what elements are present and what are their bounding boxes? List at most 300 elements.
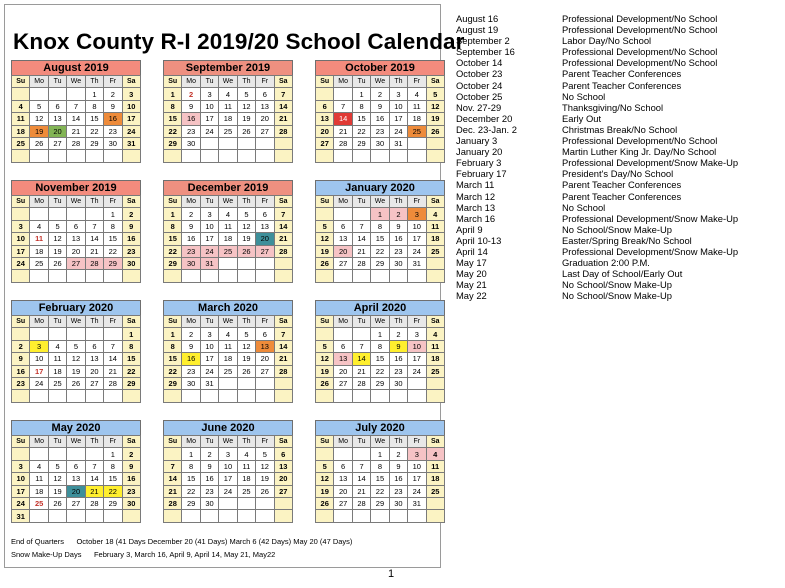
day-cell — [237, 150, 255, 162]
event-row — [456, 246, 738, 257]
day-cell: 20 — [67, 485, 85, 497]
day-cell: 26 — [237, 365, 255, 377]
day-cell: 10 — [12, 473, 30, 485]
day-cell: 24 — [219, 485, 237, 497]
month-february-2020 — [11, 300, 141, 403]
day-cell — [389, 510, 407, 522]
day-cell: 12 — [316, 473, 334, 485]
month-grid — [163, 195, 293, 283]
weekday-header: Fr — [104, 316, 122, 328]
weekday-header: Th — [85, 196, 103, 208]
day-cell — [274, 510, 292, 522]
day-cell — [334, 390, 352, 402]
day-cell: 29 — [182, 497, 200, 509]
day-cell: 19 — [237, 113, 255, 125]
day-cell: 26 — [48, 497, 66, 509]
day-cell: 24 — [200, 365, 218, 377]
day-cell — [237, 270, 255, 282]
day-cell: 18 — [426, 233, 444, 245]
day-cell: 31 — [122, 137, 140, 149]
day-cell: 1 — [371, 448, 389, 460]
event-row — [456, 213, 738, 224]
weekday-header: Tu — [352, 76, 370, 88]
day-cell: 11 — [408, 100, 426, 112]
day-cell — [219, 390, 237, 402]
day-cell: 17 — [408, 233, 426, 245]
event-date: May 21 — [456, 279, 487, 291]
day-cell: 30 — [182, 257, 200, 269]
day-cell — [122, 150, 140, 162]
weekday-header: Su — [164, 436, 182, 448]
day-cell: 30 — [389, 377, 407, 389]
event-row — [456, 290, 738, 301]
day-cell: 13 — [85, 353, 103, 365]
day-cell: 23 — [389, 365, 407, 377]
event-row — [456, 113, 738, 124]
event-description: Easter/Spring Break/No School — [562, 234, 692, 246]
weekday-header: We — [219, 316, 237, 328]
day-cell — [352, 270, 370, 282]
event-date: February 17 — [456, 168, 507, 180]
day-cell: 3 — [12, 460, 30, 472]
day-cell: 9 — [122, 460, 140, 472]
day-cell: 14 — [104, 353, 122, 365]
day-cell: 7 — [85, 460, 103, 472]
weekday-header: Fr — [104, 196, 122, 208]
day-cell: 10 — [389, 100, 407, 112]
event-date: Dec. 23-Jan. 2 — [456, 123, 517, 135]
weekday-header: Fr — [408, 196, 426, 208]
event-date: October 25 — [456, 90, 503, 102]
day-cell — [219, 137, 237, 149]
day-cell: 13 — [67, 473, 85, 485]
day-cell: 17 — [200, 233, 218, 245]
day-cell — [48, 510, 66, 522]
day-cell: 17 — [408, 353, 426, 365]
day-cell: 27 — [334, 377, 352, 389]
day-cell: 15 — [85, 113, 103, 125]
day-cell — [122, 390, 140, 402]
day-cell: 29 — [164, 257, 182, 269]
day-cell: 2 — [182, 208, 200, 220]
event-description: Parent Teacher Conferences — [562, 68, 682, 80]
day-cell: 4 — [408, 88, 426, 100]
weekday-header: Th — [389, 436, 407, 448]
event-date: April 10-13 — [456, 234, 502, 246]
day-cell — [122, 270, 140, 282]
weekday-header: Tu — [48, 436, 66, 448]
day-cell: 15 — [371, 233, 389, 245]
day-cell: 16 — [12, 365, 30, 377]
day-cell: 17 — [389, 113, 407, 125]
weekday-header: We — [67, 196, 85, 208]
day-cell — [237, 137, 255, 149]
day-cell — [164, 270, 182, 282]
day-cell — [256, 270, 274, 282]
day-cell: 1 — [164, 328, 182, 340]
day-cell: 2 — [389, 328, 407, 340]
day-cell: 4 — [237, 448, 255, 460]
event-date: March 11 — [456, 179, 495, 191]
weekday-header: Fr — [408, 316, 426, 328]
month-grid — [11, 435, 141, 523]
day-cell — [408, 150, 426, 162]
day-cell — [122, 510, 140, 522]
weekday-header: Tu — [200, 196, 218, 208]
day-cell: 14 — [352, 473, 370, 485]
weekday-header: Su — [164, 196, 182, 208]
event-row — [456, 91, 738, 102]
day-cell: 3 — [408, 448, 426, 460]
day-cell: 17 — [122, 113, 140, 125]
event-date: April 9 — [456, 223, 483, 235]
day-cell: 10 — [200, 100, 218, 112]
day-cell — [12, 270, 30, 282]
day-cell: 25 — [30, 497, 48, 509]
day-cell: 20 — [256, 353, 274, 365]
day-cell: 9 — [122, 220, 140, 232]
day-cell: 24 — [408, 485, 426, 497]
day-cell: 6 — [316, 100, 334, 112]
day-cell — [352, 328, 370, 340]
weekday-header: We — [219, 436, 237, 448]
weekday-header: We — [371, 316, 389, 328]
day-cell: 5 — [237, 328, 255, 340]
weekday-header: We — [67, 76, 85, 88]
event-row — [456, 146, 738, 157]
event-row — [456, 102, 738, 113]
day-cell: 6 — [274, 448, 292, 460]
weekday-header: Mo — [334, 196, 352, 208]
day-cell: 8 — [104, 220, 122, 232]
day-cell: 14 — [85, 233, 103, 245]
event-row — [456, 168, 738, 179]
day-cell: 12 — [237, 220, 255, 232]
weekday-header: Tu — [48, 316, 66, 328]
day-cell — [316, 88, 334, 100]
day-cell: 28 — [274, 365, 292, 377]
weekday-header: Fr — [408, 76, 426, 88]
day-cell: 10 — [219, 460, 237, 472]
day-cell: 4 — [30, 460, 48, 472]
day-cell: 11 — [219, 220, 237, 232]
month-title: October 2019 — [315, 60, 445, 75]
weekday-header: Fr — [256, 76, 274, 88]
day-cell: 6 — [256, 88, 274, 100]
day-cell: 25 — [30, 257, 48, 269]
day-cell: 31 — [389, 137, 407, 149]
day-cell — [200, 510, 218, 522]
day-cell: 17 — [200, 113, 218, 125]
day-cell: 21 — [67, 125, 85, 137]
legend — [11, 535, 352, 561]
event-description: Graduation 2:00 P.M. — [562, 257, 650, 269]
month-august-2019 — [11, 60, 141, 163]
day-cell: 11 — [426, 340, 444, 352]
weekday-header: Mo — [30, 436, 48, 448]
day-cell: 9 — [182, 340, 200, 352]
day-cell: 7 — [67, 100, 85, 112]
day-cell: 21 — [352, 365, 370, 377]
day-cell: 27 — [256, 245, 274, 257]
day-cell: 26 — [237, 245, 255, 257]
day-cell: 9 — [389, 340, 407, 352]
day-cell: 25 — [219, 245, 237, 257]
day-cell: 18 — [48, 365, 66, 377]
day-cell: 23 — [182, 365, 200, 377]
day-cell — [316, 208, 334, 220]
day-cell: 11 — [426, 460, 444, 472]
weekday-header: Sa — [426, 196, 444, 208]
day-cell: 20 — [334, 245, 352, 257]
day-cell: 19 — [67, 365, 85, 377]
day-cell: 30 — [104, 137, 122, 149]
day-cell — [67, 510, 85, 522]
day-cell — [67, 270, 85, 282]
day-cell: 8 — [164, 220, 182, 232]
day-cell: 8 — [371, 220, 389, 232]
day-cell: 18 — [426, 473, 444, 485]
day-cell — [219, 257, 237, 269]
day-cell — [67, 150, 85, 162]
day-cell: 12 — [237, 100, 255, 112]
day-cell — [182, 390, 200, 402]
month-grid — [11, 195, 141, 283]
day-cell: 8 — [122, 340, 140, 352]
day-cell: 28 — [352, 257, 370, 269]
day-cell: 27 — [48, 137, 66, 149]
day-cell — [12, 328, 30, 340]
month-title: July 2020 — [315, 420, 445, 435]
day-cell: 31 — [200, 257, 218, 269]
weekday-header: Tu — [48, 76, 66, 88]
event-date: May 17 — [456, 257, 487, 269]
day-cell: 17 — [30, 365, 48, 377]
day-cell — [200, 150, 218, 162]
day-cell — [371, 510, 389, 522]
event-date: March 13 — [456, 201, 496, 213]
day-cell: 16 — [104, 113, 122, 125]
day-cell: 30 — [200, 497, 218, 509]
day-cell — [30, 150, 48, 162]
weekday-header: Mo — [334, 436, 352, 448]
day-cell — [316, 448, 334, 460]
day-cell: 9 — [104, 100, 122, 112]
day-cell — [352, 448, 370, 460]
day-cell — [334, 448, 352, 460]
day-cell — [182, 150, 200, 162]
day-cell: 3 — [122, 88, 140, 100]
weekday-header: We — [219, 76, 237, 88]
day-cell: 23 — [389, 245, 407, 257]
day-cell: 6 — [334, 460, 352, 472]
event-description: Professional Development/No School — [562, 57, 718, 69]
event-date: Nov. 27-29 — [456, 101, 502, 113]
day-cell: 28 — [85, 257, 103, 269]
day-cell: 24 — [30, 377, 48, 389]
event-row — [456, 68, 738, 79]
day-cell: 17 — [200, 353, 218, 365]
day-cell: 19 — [316, 365, 334, 377]
day-cell: 3 — [12, 220, 30, 232]
day-cell: 6 — [334, 220, 352, 232]
weekday-header: Sa — [274, 436, 292, 448]
day-cell: 30 — [182, 137, 200, 149]
day-cell: 15 — [104, 233, 122, 245]
day-cell: 31 — [12, 510, 30, 522]
day-cell: 20 — [256, 113, 274, 125]
day-cell — [67, 328, 85, 340]
day-cell: 2 — [182, 328, 200, 340]
day-cell — [48, 208, 66, 220]
weekday-header: Mo — [30, 196, 48, 208]
day-cell: 21 — [274, 233, 292, 245]
weekday-header: Tu — [352, 436, 370, 448]
day-cell: 14 — [334, 113, 352, 125]
day-cell: 29 — [164, 137, 182, 149]
weekday-header: We — [371, 196, 389, 208]
day-cell: 27 — [85, 377, 103, 389]
day-cell: 2 — [389, 448, 407, 460]
weekday-header: Mo — [182, 196, 200, 208]
day-cell: 12 — [426, 100, 444, 112]
day-cell — [12, 448, 30, 460]
weekday-header: Mo — [182, 436, 200, 448]
day-cell: 26 — [316, 497, 334, 509]
day-cell: 25 — [237, 485, 255, 497]
day-cell — [408, 270, 426, 282]
day-cell: 21 — [352, 485, 370, 497]
day-cell: 9 — [389, 220, 407, 232]
day-cell: 15 — [104, 473, 122, 485]
day-cell: 28 — [274, 125, 292, 137]
day-cell: 11 — [48, 353, 66, 365]
day-cell: 18 — [408, 113, 426, 125]
day-cell: 29 — [85, 137, 103, 149]
day-cell: 21 — [334, 125, 352, 137]
day-cell: 14 — [274, 340, 292, 352]
day-cell — [426, 257, 444, 269]
events-list — [456, 13, 738, 301]
event-row — [456, 268, 738, 279]
day-cell: 2 — [104, 88, 122, 100]
day-cell: 2 — [371, 88, 389, 100]
day-cell: 5 — [256, 448, 274, 460]
legend-quarters-text: October 18 (41 Days December 20 (41 Days) March 6 (42 Days) May 20 (47 Days) — [76, 537, 353, 546]
day-cell: 19 — [316, 485, 334, 497]
day-cell: 1 — [164, 208, 182, 220]
day-cell: 9 — [200, 460, 218, 472]
day-cell — [371, 390, 389, 402]
day-cell — [48, 88, 66, 100]
day-cell: 6 — [67, 460, 85, 472]
day-cell: 22 — [104, 245, 122, 257]
day-cell — [30, 390, 48, 402]
weekday-header: Su — [164, 316, 182, 328]
day-cell — [256, 510, 274, 522]
day-cell: 18 — [219, 233, 237, 245]
day-cell: 21 — [85, 245, 103, 257]
event-row — [456, 57, 738, 68]
day-cell — [408, 510, 426, 522]
weekday-header: Fr — [104, 436, 122, 448]
day-cell: 14 — [352, 353, 370, 365]
day-cell: 7 — [334, 100, 352, 112]
day-cell — [182, 510, 200, 522]
day-cell: 11 — [237, 460, 255, 472]
weekday-header: Su — [316, 76, 334, 88]
day-cell — [426, 150, 444, 162]
day-cell — [426, 377, 444, 389]
day-cell — [85, 270, 103, 282]
day-cell: 3 — [200, 328, 218, 340]
day-cell — [316, 150, 334, 162]
day-cell: 4 — [426, 208, 444, 220]
day-cell — [85, 390, 103, 402]
weekday-header: Tu — [200, 316, 218, 328]
day-cell: 21 — [352, 245, 370, 257]
event-date: September 16 — [456, 46, 515, 58]
day-cell — [104, 270, 122, 282]
day-cell — [256, 390, 274, 402]
event-description: Professional Development/Snow Make-Up — [562, 245, 739, 257]
weekday-header: We — [67, 436, 85, 448]
month-may-2020 — [11, 420, 141, 523]
day-cell: 13 — [316, 113, 334, 125]
day-cell — [274, 497, 292, 509]
day-cell: 23 — [389, 485, 407, 497]
day-cell: 27 — [334, 497, 352, 509]
day-cell — [67, 448, 85, 460]
day-cell: 20 — [256, 233, 274, 245]
day-cell: 16 — [182, 113, 200, 125]
event-date: April 14 — [456, 245, 488, 257]
day-cell: 10 — [408, 340, 426, 352]
day-cell: 4 — [30, 220, 48, 232]
month-title: May 2020 — [11, 420, 141, 435]
day-cell: 12 — [237, 340, 255, 352]
day-cell — [334, 270, 352, 282]
day-cell — [85, 150, 103, 162]
day-cell: 29 — [371, 257, 389, 269]
day-cell: 21 — [274, 113, 292, 125]
weekday-header: Tu — [48, 196, 66, 208]
month-title: February 2020 — [11, 300, 141, 315]
month-june-2020 — [163, 420, 293, 523]
day-cell: 27 — [67, 257, 85, 269]
day-cell — [316, 510, 334, 522]
day-cell: 23 — [182, 125, 200, 137]
weekday-header: Su — [12, 436, 30, 448]
day-cell: 22 — [371, 485, 389, 497]
day-cell — [12, 150, 30, 162]
day-cell: 13 — [274, 460, 292, 472]
day-cell — [30, 88, 48, 100]
day-cell: 25 — [219, 125, 237, 137]
event-description: Christmas Break/No School — [562, 123, 678, 135]
day-cell: 30 — [371, 137, 389, 149]
day-cell — [67, 390, 85, 402]
day-cell — [256, 497, 274, 509]
day-cell: 2 — [200, 448, 218, 460]
day-cell: 26 — [48, 257, 66, 269]
day-cell: 4 — [12, 100, 30, 112]
day-cell: 4 — [219, 88, 237, 100]
month-grid — [315, 75, 445, 163]
day-cell: 26 — [67, 377, 85, 389]
day-cell: 8 — [104, 460, 122, 472]
day-cell — [12, 390, 30, 402]
